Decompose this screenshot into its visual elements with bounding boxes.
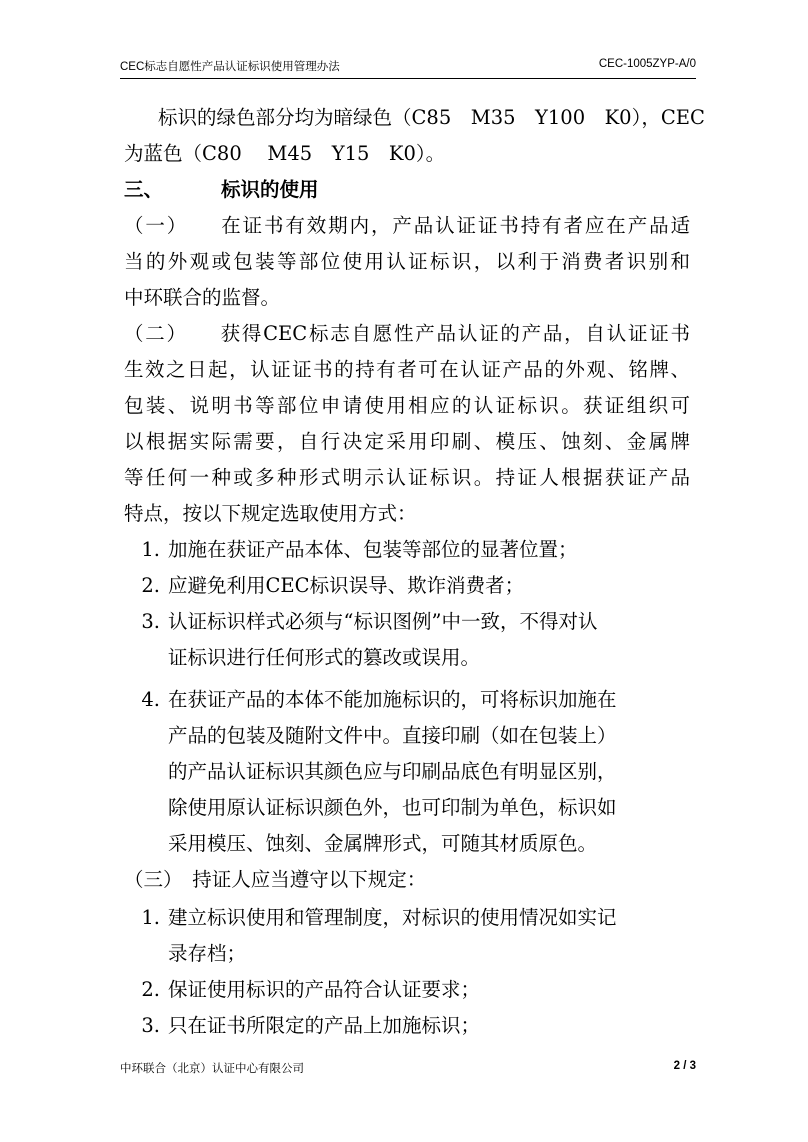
section-heading xyxy=(124,172,319,208)
body-line: 以根据实际需要，自行决定采用印刷、模压、蚀刻、金属牌 xyxy=(124,430,690,453)
list-item xyxy=(124,972,480,1008)
list-item-text: 认证标识样式必须与“标识图例”中一致，不得对认 xyxy=(168,610,598,633)
body-line: （二） 获得CEC标志自愿性产品认证的产品，自认证证书 xyxy=(124,322,690,345)
list-item-continuation: 采用模压、蚀刻、金属牌形式，可随其材质原色。 xyxy=(168,832,598,855)
list-item-text: 加施在获证产品本体、包装等部位的显著位置； xyxy=(168,538,578,561)
list-item-continuation: 除使用原认证标识颜色外，也可印制为单色，标识如 xyxy=(168,796,617,819)
list-item-text: 建立标识使用和管理制度，对标识的使用情况如实记 xyxy=(168,906,617,929)
list-item-number: 4. xyxy=(141,688,160,711)
list-item-text: 在获证产品的本体不能加施标识的，可将标识加施在 xyxy=(168,688,617,711)
list-item-text: 只在证书所限定的产品上加施标识； xyxy=(168,1014,481,1037)
section-number: 三、 xyxy=(124,178,164,201)
page-number: 2 / 3 xyxy=(673,1060,696,1072)
list-item xyxy=(124,1008,480,1044)
page-footer xyxy=(120,1060,696,1080)
list-item xyxy=(124,900,617,936)
body-line: （一） 在证书有效期内，产品认证证书持有者应在产品适 xyxy=(124,214,690,237)
list-item-number: 1. xyxy=(141,906,160,929)
body-line: 等任何一种或多种形式明示认证标识。持证人根据获证产品 xyxy=(124,466,690,489)
list-item-number: 2. xyxy=(141,574,160,597)
list-item-continuation: 的产品认证标识其颜色应与印刷品底色有明显区别， xyxy=(168,760,617,783)
header-doc-code: CEC-1005ZYP-A/0 xyxy=(598,58,696,70)
footer-company: 中环联合（北京）认证中心有限公司 xyxy=(120,1063,304,1075)
body-line: 标识的绿色部分均为暗绿色（C85 M35 Y100 K0），CEC xyxy=(158,106,705,129)
list-item xyxy=(124,682,617,718)
list-item-continuation: 产品的包装及随附文件中。直接印刷（如在包装上） xyxy=(168,724,617,747)
list-item-number: 2. xyxy=(141,978,160,1001)
list-item-number: 3. xyxy=(141,610,160,633)
body-line: 生效之日起，认证证书的持有者可在认证产品的外观、铭牌、 xyxy=(124,358,690,381)
page-header xyxy=(120,56,696,79)
list-item-number: 1. xyxy=(141,538,160,561)
list-item xyxy=(124,604,597,640)
list-item-continuation: 证标识进行任何形式的篡改或误用。 xyxy=(168,646,481,669)
body-line: （三） 持证人应当遵守以下规定： xyxy=(124,868,427,891)
list-item xyxy=(124,568,524,604)
body-line: 特点，按以下规定选取使用方式： xyxy=(124,502,417,525)
body-line: 为蓝色（C80 M45 Y15 K0）。 xyxy=(124,142,446,165)
list-item-continuation: 录存档； xyxy=(168,942,247,965)
body-line: 当的外观或包装等部位使用认证标识，以利于消费者识别和 xyxy=(124,250,690,273)
list-item-text: 应避免利用CEC标识误导、欺诈消费者； xyxy=(168,574,525,597)
list-item-text: 保证使用标识的产品符合认证要求； xyxy=(168,978,481,1001)
body-line: 中环联合的监督。 xyxy=(124,286,281,309)
list-item-number: 3. xyxy=(141,1014,160,1037)
body-line: 包装、说明书等部位申请使用相应的认证标识。获证组织可 xyxy=(124,394,690,417)
list-item xyxy=(124,532,578,568)
section-title: 标识的使用 xyxy=(221,178,319,201)
header-title: CEC标志自愿性产品认证标识使用管理办法 xyxy=(120,61,340,73)
